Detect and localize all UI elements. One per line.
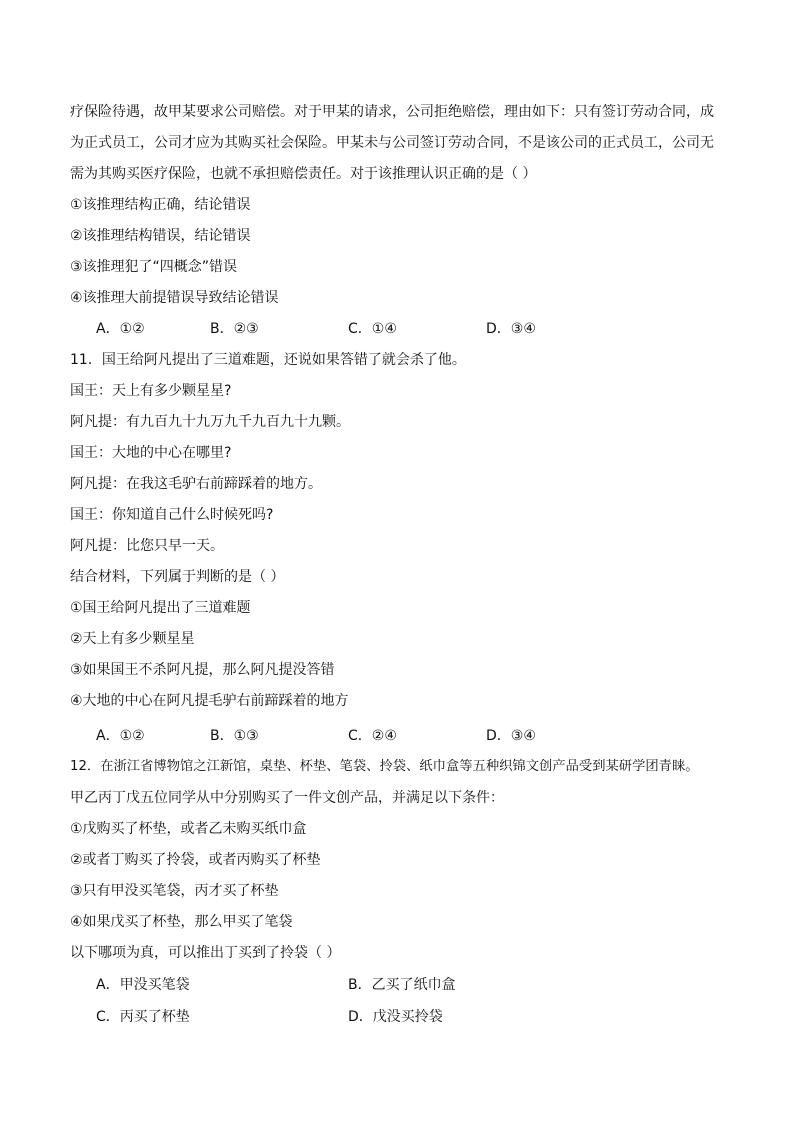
q11-dialogue-3: 国王：大地的中心在哪里?: [70, 445, 232, 461]
q10-text-line-1: 疗保险待遇，故甲某要求公司赔偿。对于甲某的请求，公司拒绝赔偿，理由如下：只有签订劳动合同，成: [70, 104, 714, 120]
q12-option-b[interactable]: B．乙买了纸巾盒: [348, 977, 456, 993]
q11-dialogue-5: 国王：你知道自己什么时候死吗?: [70, 507, 274, 523]
q10-statement-1: ①该推理结构正确，结论错误: [70, 197, 251, 213]
q11-stem: 11．国王给阿凡提出了三道难题，还说如果答错了就会杀了他。: [70, 352, 466, 368]
q10-option-b[interactable]: B．②③: [210, 321, 259, 337]
q10-statement-3: ③该推理犯了“四概念”错误: [70, 259, 238, 275]
q10-text-line-3: 需为其购买医疗保险，也就不承担赔偿责任。对于该推理认识正确的是（ ）: [70, 166, 537, 182]
q11-statement-3: ③如果国王不杀阿凡提，那么阿凡提没答错: [70, 662, 335, 678]
q10-option-c[interactable]: C．①④: [348, 321, 397, 337]
q11-dialogue-1: 国王：天上有多少颗星星?: [70, 383, 232, 399]
q10-option-d[interactable]: D．③④: [486, 321, 536, 337]
q11-option-c[interactable]: C．②④: [348, 728, 397, 744]
q11-dialogue-2: 阿凡提：有九百九十九万九千九百九十九颗。: [70, 414, 350, 430]
q12-option-a[interactable]: A．甲没买笔袋: [96, 977, 190, 993]
q12-condition-4: ④如果戊买了杯垫，那么甲买了笔袋: [70, 914, 293, 930]
q11-statement-4: ④大地的中心在阿凡提毛驴右前蹄踩着的地方: [70, 693, 349, 709]
q11-statement-1: ①国王给阿凡提出了三道难题: [70, 600, 251, 616]
q12-condition-3: ③只有甲没买笔袋，丙才买了杯垫: [70, 883, 279, 899]
q11-statement-2: ②天上有多少颗星星: [70, 631, 195, 647]
q12-condition-2: ②或者丁购买了拎袋，或者丙购买了杯垫: [70, 852, 321, 868]
q11-option-b[interactable]: B．①③: [210, 728, 259, 744]
q12-stem-line-1: 12．在浙江省博物馆之江新馆，桌垫、杯垫、笔袋、拎袋、纸巾盒等五种织锦文创产品受到某研学团青睐。: [70, 759, 699, 774]
q12-condition-1: ①戊购买了杯垫，或者乙未购买纸巾盒: [70, 821, 307, 837]
q11-option-a[interactable]: A．①②: [96, 728, 145, 744]
q12-stem-line-2: 甲乙丙丁戊五位同学从中分别购买了一件文创产品，并满足以下条件：: [70, 790, 504, 806]
q12-option-d[interactable]: D．戊没买拎袋: [348, 1009, 443, 1025]
q12-prompt: 以下哪项为真，可以推出丁买到了拎袋（ ）: [70, 945, 341, 961]
q10-statement-2: ②该推理结构错误，结论错误: [70, 228, 251, 244]
q10-statement-4: ④该推理大前提错误导致结论错误: [70, 290, 279, 306]
q12-option-c[interactable]: C．丙买了杯垫: [96, 1009, 190, 1025]
q11-prompt: 结合材料，下列属于判断的是（ ）: [70, 569, 285, 585]
q10-text-line-2: 为正式员工，公司才应为其购买社会保险。甲某未与公司签订劳动合同，不是该公司的正式员工，公司无: [70, 135, 714, 151]
q11-dialogue-6: 阿凡提：比您只早一天。: [70, 538, 224, 554]
q11-dialogue-4: 阿凡提：在我这毛驴右前蹄踩着的地方。: [70, 476, 322, 492]
q10-option-a[interactable]: A．①②: [96, 321, 145, 337]
q11-option-d[interactable]: D．③④: [486, 728, 536, 744]
